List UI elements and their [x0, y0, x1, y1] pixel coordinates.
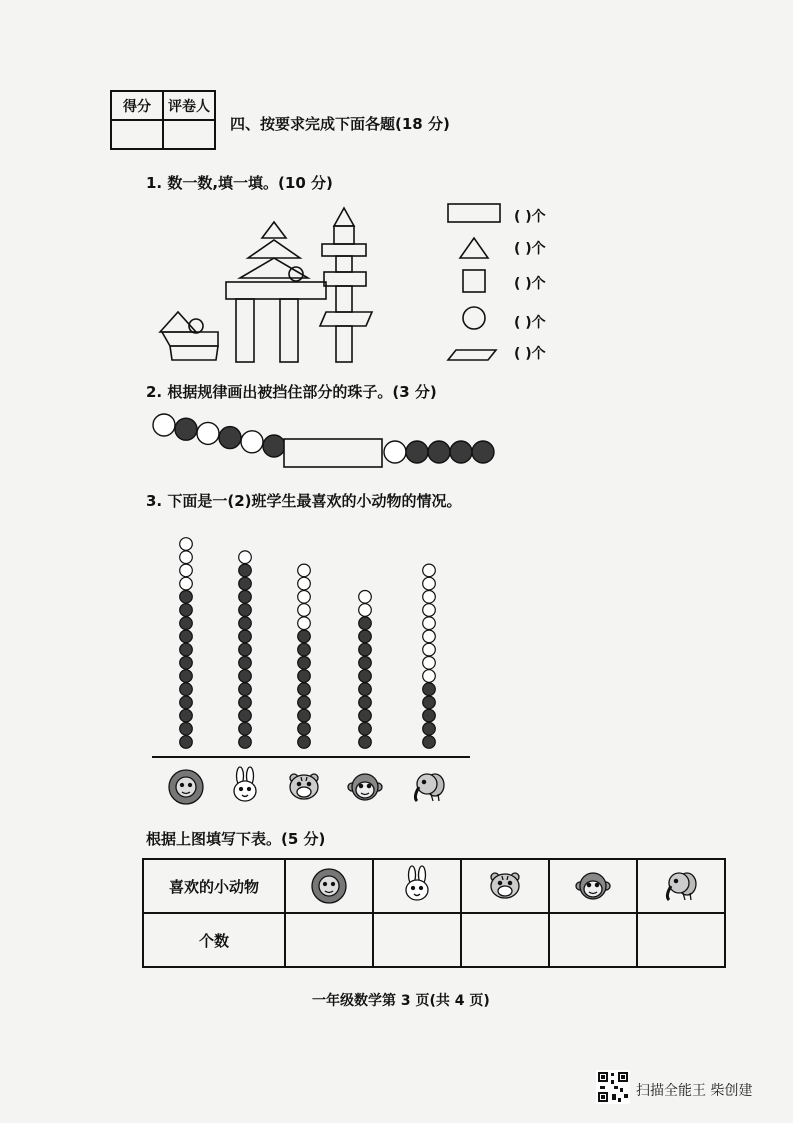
- count-input-tiger[interactable]: [461, 913, 549, 967]
- lion-icon: [307, 864, 351, 904]
- chart-bead-dark: [239, 723, 252, 736]
- chart-bead-white: [359, 604, 372, 617]
- chart-bead-dark: [239, 696, 252, 709]
- chart-bead-dark: [239, 591, 252, 604]
- bead-white: [153, 414, 175, 436]
- grader-label: 评卷人: [163, 91, 215, 120]
- chart-bead-dark: [239, 564, 252, 577]
- chart-bead-dark: [180, 604, 193, 617]
- chart-bead-dark: [359, 696, 372, 709]
- row1-header: 喜欢的小动物: [143, 859, 285, 913]
- tiger-icon: [290, 774, 318, 799]
- bead-dark: [219, 427, 241, 449]
- q3-title: 3. 下面是一(2)班学生最喜欢的小动物的情况。: [146, 492, 462, 510]
- legend-circle-icon: [463, 307, 485, 329]
- chart-bead-dark: [180, 630, 193, 643]
- row2-header: 个数: [143, 913, 285, 967]
- bead-dark: [263, 435, 285, 457]
- lion-icon: [169, 770, 203, 804]
- bead-dark: [428, 441, 450, 463]
- chart-bead-white: [423, 617, 436, 630]
- table-task-title: 根据上图填写下表。(5 分): [146, 830, 326, 848]
- chart-bead-dark: [298, 683, 311, 696]
- chart-bead-dark: [239, 630, 252, 643]
- table-row: [143, 913, 725, 967]
- chart-bead-dark: [180, 617, 193, 630]
- legend-parallelogram-icon: [448, 350, 496, 360]
- elephant-icon: [659, 864, 703, 904]
- answer-parallelogram[interactable]: ( )个: [514, 346, 546, 362]
- legend-square-icon: [463, 270, 485, 292]
- chart-bead-white: [180, 538, 193, 551]
- chart-bead-white: [298, 564, 311, 577]
- monkey-icon: [348, 774, 382, 800]
- block-beam: [226, 282, 326, 299]
- chart-bead-dark: [298, 630, 311, 643]
- block-square-right-4: [336, 326, 352, 362]
- bead-dark: [450, 441, 472, 463]
- q1-title: 1. 数一数,填一填。(10 分): [146, 174, 333, 192]
- chart-bead-dark: [423, 736, 436, 749]
- table-cell-lion: [285, 859, 373, 913]
- chart-bead-dark: [239, 577, 252, 590]
- chart-bead-dark: [423, 709, 436, 722]
- chart-bead-dark: [423, 723, 436, 736]
- block-square-right-2: [336, 256, 352, 272]
- table-cell-monkey: [549, 859, 637, 913]
- count-input-monkey[interactable]: [549, 913, 637, 967]
- chart-bead-dark: [359, 643, 372, 656]
- block-square-right: [334, 226, 354, 244]
- chart-bead-dark: [180, 591, 193, 604]
- answer-square[interactable]: ( )个: [514, 276, 546, 292]
- chart-bead-dark: [359, 630, 372, 643]
- count-input-lion[interactable]: [285, 913, 373, 967]
- animal-bead-chart: [150, 515, 480, 815]
- chart-bead-dark: [239, 709, 252, 722]
- legend-triangle-icon: [460, 238, 488, 258]
- elephant-icon: [415, 774, 444, 801]
- chart-bead-dark: [180, 709, 193, 722]
- chart-bead-dark: [239, 683, 252, 696]
- chart-bead-dark: [423, 683, 436, 696]
- chart-bead-white: [423, 564, 436, 577]
- score-box: [110, 90, 216, 150]
- chart-bead-dark: [239, 617, 252, 630]
- table-cell-tiger: [461, 859, 549, 913]
- rabbit-icon: [234, 767, 256, 801]
- chart-bead-white: [423, 643, 436, 656]
- chart-bead-dark: [298, 696, 311, 709]
- chart-bead-dark: [423, 696, 436, 709]
- chart-bead-dark: [180, 643, 193, 656]
- legend-rectangle-icon: [448, 204, 500, 222]
- bead-dark: [406, 441, 428, 463]
- scanner-watermark: 扫描全能王 柴创建: [636, 1083, 753, 1099]
- chart-bead-white: [423, 670, 436, 683]
- chart-bead-white: [298, 604, 311, 617]
- chart-bead-white: [423, 577, 436, 590]
- chart-bead-dark: [180, 683, 193, 696]
- block-triangle-top: [262, 222, 286, 238]
- chart-bead-dark: [180, 696, 193, 709]
- chart-bead-dark: [239, 604, 252, 617]
- chart-bead-white: [180, 551, 193, 564]
- count-input-rabbit[interactable]: [373, 913, 461, 967]
- block-box-front: [170, 346, 218, 360]
- bead-cover-box[interactable]: [284, 439, 382, 467]
- chart-bead-dark: [180, 670, 193, 683]
- tiger-icon: [483, 864, 527, 904]
- block-pillar-left: [236, 299, 254, 362]
- answer-triangle[interactable]: ( )个: [514, 241, 546, 257]
- block-triangle-mid: [248, 240, 300, 258]
- chart-bead-white: [423, 630, 436, 643]
- bead-white: [197, 422, 219, 444]
- chart-bead-dark: [359, 723, 372, 736]
- chart-bead-dark: [298, 723, 311, 736]
- chart-bead-dark: [239, 657, 252, 670]
- page-footer: 一年级数学第 3 页(共 4 页): [312, 993, 490, 1009]
- chart-bead-white: [298, 577, 311, 590]
- animal-count-table: [142, 858, 726, 968]
- chart-bead-dark: [180, 736, 193, 749]
- block-rect-right-2: [324, 272, 366, 286]
- grader-cell[interactable]: [163, 120, 215, 149]
- block-square-right-3: [336, 286, 352, 312]
- chart-bead-dark: [239, 670, 252, 683]
- answer-rectangle[interactable]: ( )个: [514, 209, 546, 225]
- chart-bead-dark: [359, 683, 372, 696]
- block-rect-right-1: [322, 244, 366, 256]
- bead-dark: [472, 441, 494, 463]
- rabbit-icon: [395, 864, 439, 904]
- chart-bead-white: [423, 591, 436, 604]
- bead-dark: [175, 418, 197, 440]
- block-triangle-right-top: [334, 208, 354, 226]
- building-blocks-figure: [150, 200, 390, 370]
- table-cell-elephant: [637, 859, 725, 913]
- chart-bead-dark: [298, 657, 311, 670]
- chart-bead-dark: [359, 709, 372, 722]
- chart-bead-dark: [298, 709, 311, 722]
- block-box-top: [162, 332, 218, 346]
- q2-title: 2. 根据规律画出被挡住部分的珠子。(3 分): [146, 383, 437, 401]
- bead-string: [150, 408, 510, 468]
- chart-bead-dark: [180, 723, 193, 736]
- table-row: [143, 859, 725, 913]
- chart-bead-dark: [239, 736, 252, 749]
- bead-white: [241, 431, 263, 453]
- chart-bead-white: [298, 591, 311, 604]
- chart-bead-white: [180, 577, 193, 590]
- chart-bead-white: [423, 604, 436, 617]
- answer-circle[interactable]: ( )个: [514, 315, 546, 331]
- chart-bead-white: [180, 564, 193, 577]
- chart-bead-dark: [298, 736, 311, 749]
- chart-bead-white: [239, 551, 252, 564]
- chart-bead-dark: [359, 736, 372, 749]
- block-parallelogram-right: [320, 312, 372, 326]
- monkey-icon: [571, 864, 615, 904]
- bead-white: [384, 441, 406, 463]
- chart-bead-dark: [239, 643, 252, 656]
- score-cell[interactable]: [111, 120, 163, 149]
- count-input-elephant[interactable]: [637, 913, 725, 967]
- chart-bead-white: [423, 657, 436, 670]
- chart-bead-dark: [180, 657, 193, 670]
- block-pillar-right: [280, 299, 298, 362]
- chart-bead-dark: [359, 657, 372, 670]
- chart-bead-dark: [298, 670, 311, 683]
- chart-bead-dark: [298, 643, 311, 656]
- table-cell-rabbit: [373, 859, 461, 913]
- chart-bead-white: [359, 591, 372, 604]
- chart-bead-white: [298, 617, 311, 630]
- qr-code-icon: [596, 1070, 630, 1104]
- chart-bead-dark: [359, 670, 372, 683]
- score-label: 得分: [111, 91, 163, 120]
- section-title: 四、按要求完成下面各题(18 分): [230, 115, 450, 133]
- q1-shape-legend: [444, 198, 514, 368]
- chart-bead-dark: [359, 617, 372, 630]
